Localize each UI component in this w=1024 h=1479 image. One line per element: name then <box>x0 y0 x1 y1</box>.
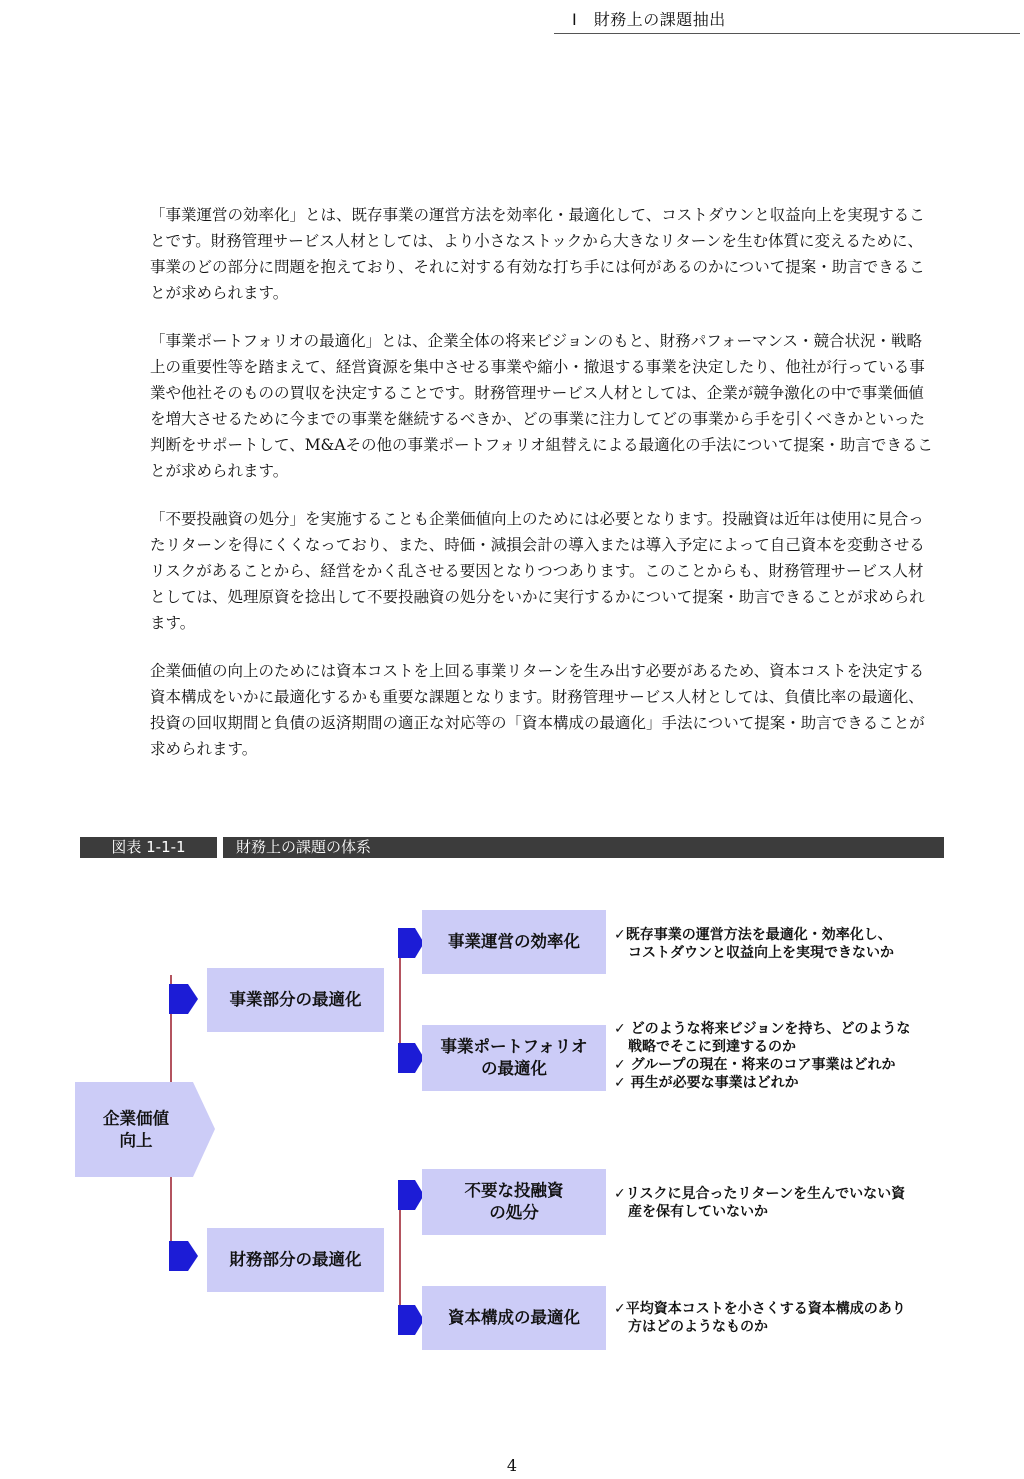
level1-label-business: 事業部分の最適化 <box>229 990 362 1009</box>
arrow-icon <box>169 1241 198 1271</box>
level2-box-portfolio <box>422 1025 606 1091</box>
note-line: ✓ どのような将来ビジョンを持ち、どのような <box>614 1021 911 1037</box>
level2-box-capital <box>422 1286 606 1350</box>
root-label <box>75 1082 197 1177</box>
level2-disposal-line2: の処分 <box>489 1203 539 1222</box>
header-title: Ⅰ 財務上の課題抽出 <box>572 10 726 29</box>
arrow-icon <box>398 1043 424 1073</box>
note-line: 方はどのようなものか <box>614 1319 768 1335</box>
level1-box-finance <box>207 1228 384 1292</box>
level1-label-finance: 財務部分の最適化 <box>229 1250 362 1269</box>
arrow-icon <box>398 928 424 958</box>
figure-number: 図表 1-1-1 <box>80 837 217 858</box>
note-line: ✓平均資本コストを小さくする資本構成のあり <box>614 1301 906 1317</box>
figure-title: 財務上の課題の体系 <box>223 837 944 858</box>
page-number: 4 <box>506 1456 518 1475</box>
level2-capital-line1: 資本構成の最適化 <box>448 1308 580 1327</box>
level2-box-efficiency <box>422 910 606 974</box>
level2-box-disposal <box>422 1169 606 1235</box>
arrow-icon <box>398 1305 424 1335</box>
note-disposal <box>614 1185 905 1221</box>
paragraph-capital-structure: 企業価値の向上のためには資本コストを上回る事業リターンを生み出す必要があるため、資本コストを決定する資本構成をいかに最適化するかも重要な課題となります。財務管理サービス人材としては、負債比率の最適化、投資の回収期間と負債の返済期間の適正な対応等の「資本構成の最適化」手法について提案・助言できることが求められます。 <box>150 662 925 758</box>
note-line: ✓既存事業の運営方法を最適化・効率化し、 <box>614 927 892 943</box>
level2-portfolio-line2: の最適化 <box>480 1059 547 1078</box>
note-portfolio <box>614 1020 910 1092</box>
root-label-line1: 企業価値 <box>103 1108 169 1128</box>
arrow-icon <box>169 984 198 1014</box>
paragraph-business-efficiency: 「事業運営の効率化」とは、既存事業の運営方法を効率化・最適化して、コストダウンと収益向上を実現することです。財務管理サービス人材としては、より小さなストックから大きなリターンを生む体質に変えるために、事業のどの部分に問題を抱えており、それに対する有効な打ち手には何があるのかについて提案・助言できることが求められます。 <box>150 206 925 302</box>
note-line: 産を保有していないか <box>614 1204 768 1220</box>
note-line: 戦略でそこに到達するのか <box>614 1039 796 1055</box>
level2-disposal-line1: 不要な投融資 <box>464 1181 564 1200</box>
root-label-line2: 向上 <box>119 1130 153 1150</box>
level2-portfolio-line1: 事業ポートフォリオ <box>440 1037 588 1056</box>
paragraph-portfolio-optimization: 「事業ポートフォリオの最適化」とは、企業全体の将来ビジョンのもと、財務パフォーマンス・競合状況・戦略上の重要性等を踏まえて、経営資源を集中させる事業や縮小・撤退する事業を決定したり、他社が行っている事業や他社そのものの買収を決定することです。財務管理サービス人材としては、企業が競争激化の中で事業価値を増大させるために今までの事業を継続するべきか、どの事業に注力してどの事業から手を引くべきかといった判断をサポートして、M&Aその他の事業ポートフォリオ組替えによる最適化の手法について提案・助言できることが求められます。 <box>150 332 933 480</box>
note-efficiency <box>614 926 894 962</box>
level1-box-business <box>207 968 384 1032</box>
root-box <box>75 1082 215 1177</box>
level2-efficiency-line1: 事業運営の効率化 <box>448 932 580 951</box>
note-line: ✓ 再生が必要な事業はどれか <box>614 1075 799 1091</box>
arrow-icon <box>398 1180 424 1210</box>
note-line: ✓ グループの現在・将来のコア事業はどれか <box>614 1057 896 1073</box>
note-line: ✓リスクに見合ったリターンを生んでいない資 <box>614 1186 906 1202</box>
note-line: コストダウンと収益向上を実現できないか <box>614 945 894 961</box>
note-capital <box>614 1300 906 1336</box>
paragraph-investment-disposal: 「不要投融資の処分」を実施することも企業価値向上のためには必要となります。投融資は近年は使用に見合ったリターンを得にくくなっており、また、時価・減損会計の導入または導入予定によって自己資本を変動させるリスクがあることから、経営をかく乱させる要因となりつつあります。このことからも、財務管理サービス人材としては、処理原資を捻出して不要投融資の処分をいかに実行するかについて提案・助言できることが求められます。 <box>150 510 925 632</box>
